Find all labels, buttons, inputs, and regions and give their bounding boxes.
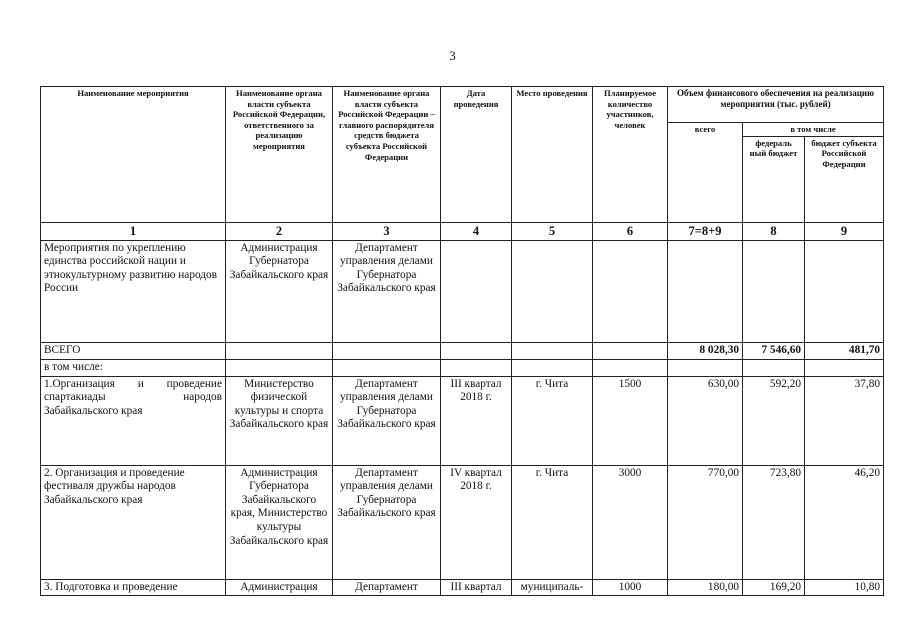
header-participants: Планируемое количество участников, человек [593, 87, 668, 223]
event-place [512, 342, 593, 359]
events-table [40, 86, 884, 596]
header-row-1 [41, 87, 884, 123]
budget-distributor [333, 342, 441, 359]
total-amount [668, 240, 743, 342]
event-name: 1.Организация и проведение спартакиады народов Забайкальского края [41, 376, 226, 465]
event-place: муниципаль- [512, 579, 593, 596]
budget-distributor: Департамент управления делами Губернатора Забайкальского края [333, 240, 441, 342]
event-name: 3. Подготовка и проведение [41, 579, 226, 596]
budget-distributor: Департамент управления делами Губернатора Забайкальского края [333, 465, 441, 579]
responsible-org: Министерство физической культуры и спорта Забайкальского края [226, 376, 333, 465]
header-in-that-number: в том числе [743, 123, 884, 137]
column-number: 3 [333, 222, 441, 240]
federal-amount [743, 240, 805, 342]
event-date [441, 342, 512, 359]
total-amount: 770,00 [668, 465, 743, 579]
regional-amount: 10,80 [805, 579, 884, 596]
participants: 3000 [593, 465, 668, 579]
participants: 1500 [593, 376, 668, 465]
table-row [41, 579, 884, 596]
event-name: 2. Организация и проведение фестиваля дружбы народов Забайкальского края [41, 465, 226, 579]
table-row [41, 359, 884, 376]
column-number: 8 [743, 222, 805, 240]
regional-amount: 46,20 [805, 465, 884, 579]
responsible-org [226, 359, 333, 376]
responsible-org: Администрация [226, 579, 333, 596]
federal-amount: 723,80 [743, 465, 805, 579]
table-row [41, 240, 884, 342]
responsible-org: Администрация Губернатора Забайкальского края, Министерство культуры Забайкальского края [226, 465, 333, 579]
table-row [41, 376, 884, 465]
header-event-name: Наименование мероприятия [41, 87, 226, 223]
column-number: 6 [593, 222, 668, 240]
federal-amount: 592,20 [743, 376, 805, 465]
header-regional-budget: бюджет субъекта Российской Федерации [805, 136, 884, 222]
header-financing: Объем финансового обеспечения на реализацию мероприятия (тыс. рублей) [668, 87, 884, 123]
event-name: в том числе: [41, 359, 226, 376]
header-budget-distributor: Наименование органа власти субъекта Российской Федерации – главного распорядителя средств бюджета субъекта Российской Федерации [333, 87, 441, 223]
event-date [441, 359, 512, 376]
column-number: 2 [226, 222, 333, 240]
regional-amount: 481,70 [805, 342, 884, 359]
event-name: ВСЕГО [41, 342, 226, 359]
event-date: IV квартал 2018 г. [441, 465, 512, 579]
participants: 1000 [593, 579, 668, 596]
federal-amount: 7 546,60 [743, 342, 805, 359]
event-date: III квартал [441, 579, 512, 596]
total-amount: 8 028,30 [668, 342, 743, 359]
page-number: 3 [449, 48, 456, 63]
table-row [41, 465, 884, 579]
budget-distributor: Департамент [333, 579, 441, 596]
federal-amount: 169,20 [743, 579, 805, 596]
column-numbers-row [41, 222, 884, 240]
header-date: Дата проведения [441, 87, 512, 223]
column-number: 1 [41, 222, 226, 240]
column-number: 5 [512, 222, 593, 240]
event-place: г. Чита [512, 465, 593, 579]
event-place [512, 240, 593, 342]
total-amount: 630,00 [668, 376, 743, 465]
responsible-org [226, 342, 333, 359]
participants [593, 342, 668, 359]
event-date: III квартал 2018 г. [441, 376, 512, 465]
header-total: всего [668, 123, 743, 223]
regional-amount: 37,80 [805, 376, 884, 465]
participants [593, 240, 668, 342]
event-date [441, 240, 512, 342]
header-federal-budget: федераль ный бюджет [743, 136, 805, 222]
total-amount [668, 359, 743, 376]
column-number: 9 [805, 222, 884, 240]
event-place [512, 359, 593, 376]
budget-distributor [333, 359, 441, 376]
responsible-org: Администрация Губернатора Забайкальского края [226, 240, 333, 342]
header-place: Место проведения [512, 87, 593, 223]
column-number: 4 [441, 222, 512, 240]
header-responsible-org: Наименование органа власти субъекта Российской Федерации, ответственного за реализацию мероприятия [226, 87, 333, 223]
regional-amount [805, 240, 884, 342]
event-name: Мероприятия по укреплению единства российской нации и этнокультурному развитию народов России [41, 240, 226, 342]
participants [593, 359, 668, 376]
federal-amount [743, 359, 805, 376]
column-number: 7=8+9 [668, 222, 743, 240]
budget-distributor: Департамент управления делами Губернатора Забайкальского края [333, 376, 441, 465]
event-place: г. Чита [512, 376, 593, 465]
regional-amount [805, 359, 884, 376]
total-amount: 180,00 [668, 579, 743, 596]
table-row-total [41, 342, 884, 359]
